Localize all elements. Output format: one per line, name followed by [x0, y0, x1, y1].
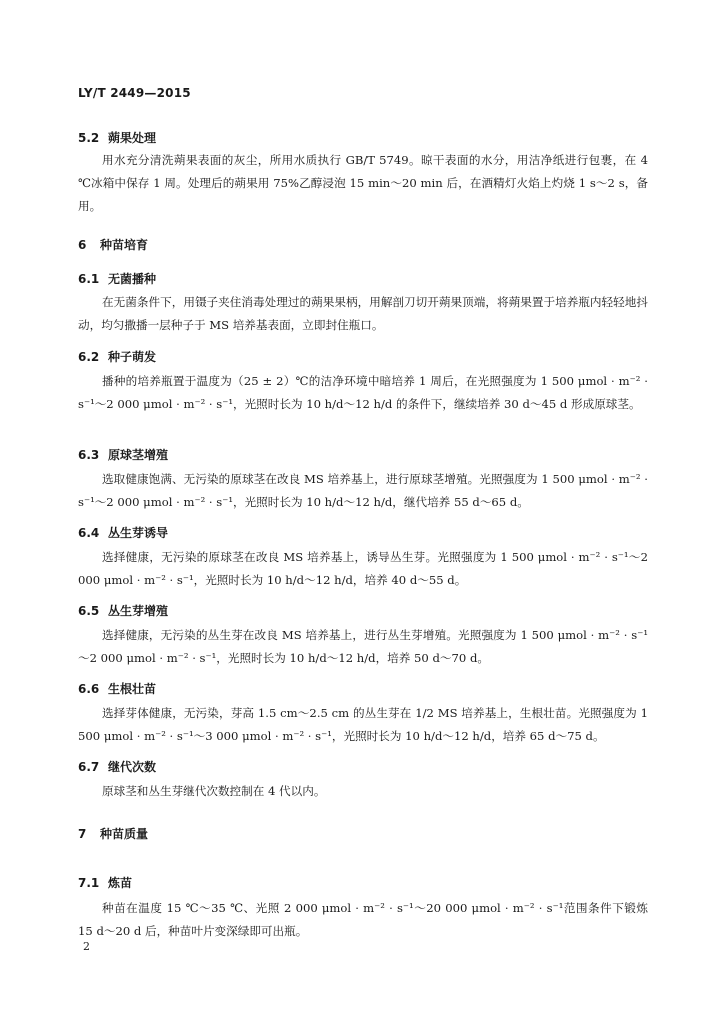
section-number: 6.6 — [78, 682, 100, 696]
section-paragraph-6-1: 在无菌条件下，用镊子夹住消毒处理过的蒴果果柄，用解剖刀切开蒴果顶端，将蒴果置于培养瓶内轻轻地抖动，均匀撒播一层种子于 MS 培养基表面，立即封住瓶口。 — [78, 295, 648, 332]
section-title: 继代次数 — [108, 760, 157, 774]
section-paragraph-6-6: 选择芽体健康，无污染，芽高 1.5 cm～2.5 cm 的丛生芽在 1/2 MS 培养基上，生根壮苗。光照强度为 1 500 μmol · m⁻² · s⁻¹～3 000 μmol · m⁻² · s⁻¹，光照时长为 10 h/d～12 h/d，培养 65 d～75 d。 — [78, 706, 648, 743]
section-paragraph-5-2: 用水充分清洗蒴果表面的灰尘，所用水质执行 GB/T 5749。晾干表面的水分，用洁净纸进行包裹，在 4 ℃冰箱中保存 1 周。处理后的蒴果用 75%乙醇浸泡 15 min～20 min 后，在酒精灯火焰上灼烧 1 s～2 s，备用。 — [78, 153, 648, 213]
section-title: 原球茎增殖 — [108, 448, 169, 462]
chapter-heading-6 — [78, 236, 148, 253]
section-heading-6-4 — [78, 524, 168, 541]
section-paragraph-6-3: 选取健康饱满、无污染的原球茎在改良 MS 培养基上，进行原球茎增殖。光照强度为 1 500 μmol · m⁻² · s⁻¹～2 000 μmol · m⁻² · s⁻¹，光照时长为 10 h/d～12 h/d，继代培养 55 d～65 d。 — [78, 472, 648, 509]
section-heading-6-3 — [78, 446, 168, 463]
section-title: 炼苗 — [108, 876, 133, 890]
section-paragraph-6-5: 选择健康，无污染的丛生芽在改良 MS 培养基上，进行丛生芽增殖。光照强度为 1 500 μmol · m⁻² · s⁻¹～2 000 μmol · m⁻² · s⁻¹，光照时长为 10 h/d～12 h/d，培养 50 d～70 d。 — [78, 628, 648, 665]
section-title: 种子萌发 — [108, 350, 157, 364]
section-heading-5-2 — [78, 129, 156, 146]
section-heading-6-1 — [78, 270, 156, 287]
chapter-heading-7 — [78, 825, 148, 842]
section-heading-7-1 — [78, 874, 132, 891]
section-title: 蒴果处理 — [108, 131, 157, 145]
section-number: 5.2 — [78, 131, 100, 145]
section-number: 7.1 — [78, 876, 100, 890]
section-heading-6-6 — [78, 680, 156, 697]
section-title: 丛生芽诱导 — [108, 526, 169, 540]
section-number: 6 — [78, 238, 87, 252]
section-title: 种苗质量 — [100, 827, 149, 841]
section-number: 7 — [78, 827, 87, 841]
section-title: 丛生芽增殖 — [108, 604, 169, 618]
page-number: 2 — [83, 940, 90, 953]
section-title: 生根壮苗 — [108, 682, 157, 696]
section-number: 6.1 — [78, 272, 100, 286]
section-heading-6-5 — [78, 602, 168, 619]
section-title: 无菌播种 — [108, 272, 157, 286]
section-number: 6.2 — [78, 350, 100, 364]
section-paragraph-7-1: 种苗在温度 15 ℃～35 ℃、光照 2 000 μmol · m⁻² · s⁻¹～20 000 μmol · m⁻² · s⁻¹范围条件下锻炼 15 d～20 d 后，种苗叶片变深绿即可出瓶。 — [78, 901, 648, 938]
standard-code-header: LY/T 2449—2015 — [78, 86, 191, 100]
section-heading-6-7 — [78, 758, 156, 775]
section-title: 种苗培育 — [100, 238, 149, 252]
section-number: 6.4 — [78, 526, 100, 540]
section-number: 6.5 — [78, 604, 100, 618]
section-paragraph-6-4: 选择健康，无污染的原球茎在改良 MS 培养基上，诱导丛生芽。光照强度为 1 500 μmol · m⁻² · s⁻¹～2 000 μmol · m⁻² · s⁻¹，光照时长为 10 h/d～12 h/d，培养 40 d～55 d。 — [78, 550, 648, 587]
section-heading-6-2 — [78, 348, 156, 365]
section-paragraph-6-7: 原球茎和丛生芽继代次数控制在 4 代以内。 — [102, 784, 326, 798]
section-number: 6.3 — [78, 448, 100, 462]
section-number: 6.7 — [78, 760, 100, 774]
section-paragraph-6-2: 播种的培养瓶置于温度为（25 ± 2）℃的洁净环境中暗培养 1 周后，在光照强度为 1 500 μmol · m⁻² · s⁻¹～2 000 μmol · m⁻² · s⁻¹，光照时长为 10 h/d～12 h/d 的条件下，继续培养 30 d～45 d 形成原球茎。 — [78, 374, 648, 411]
